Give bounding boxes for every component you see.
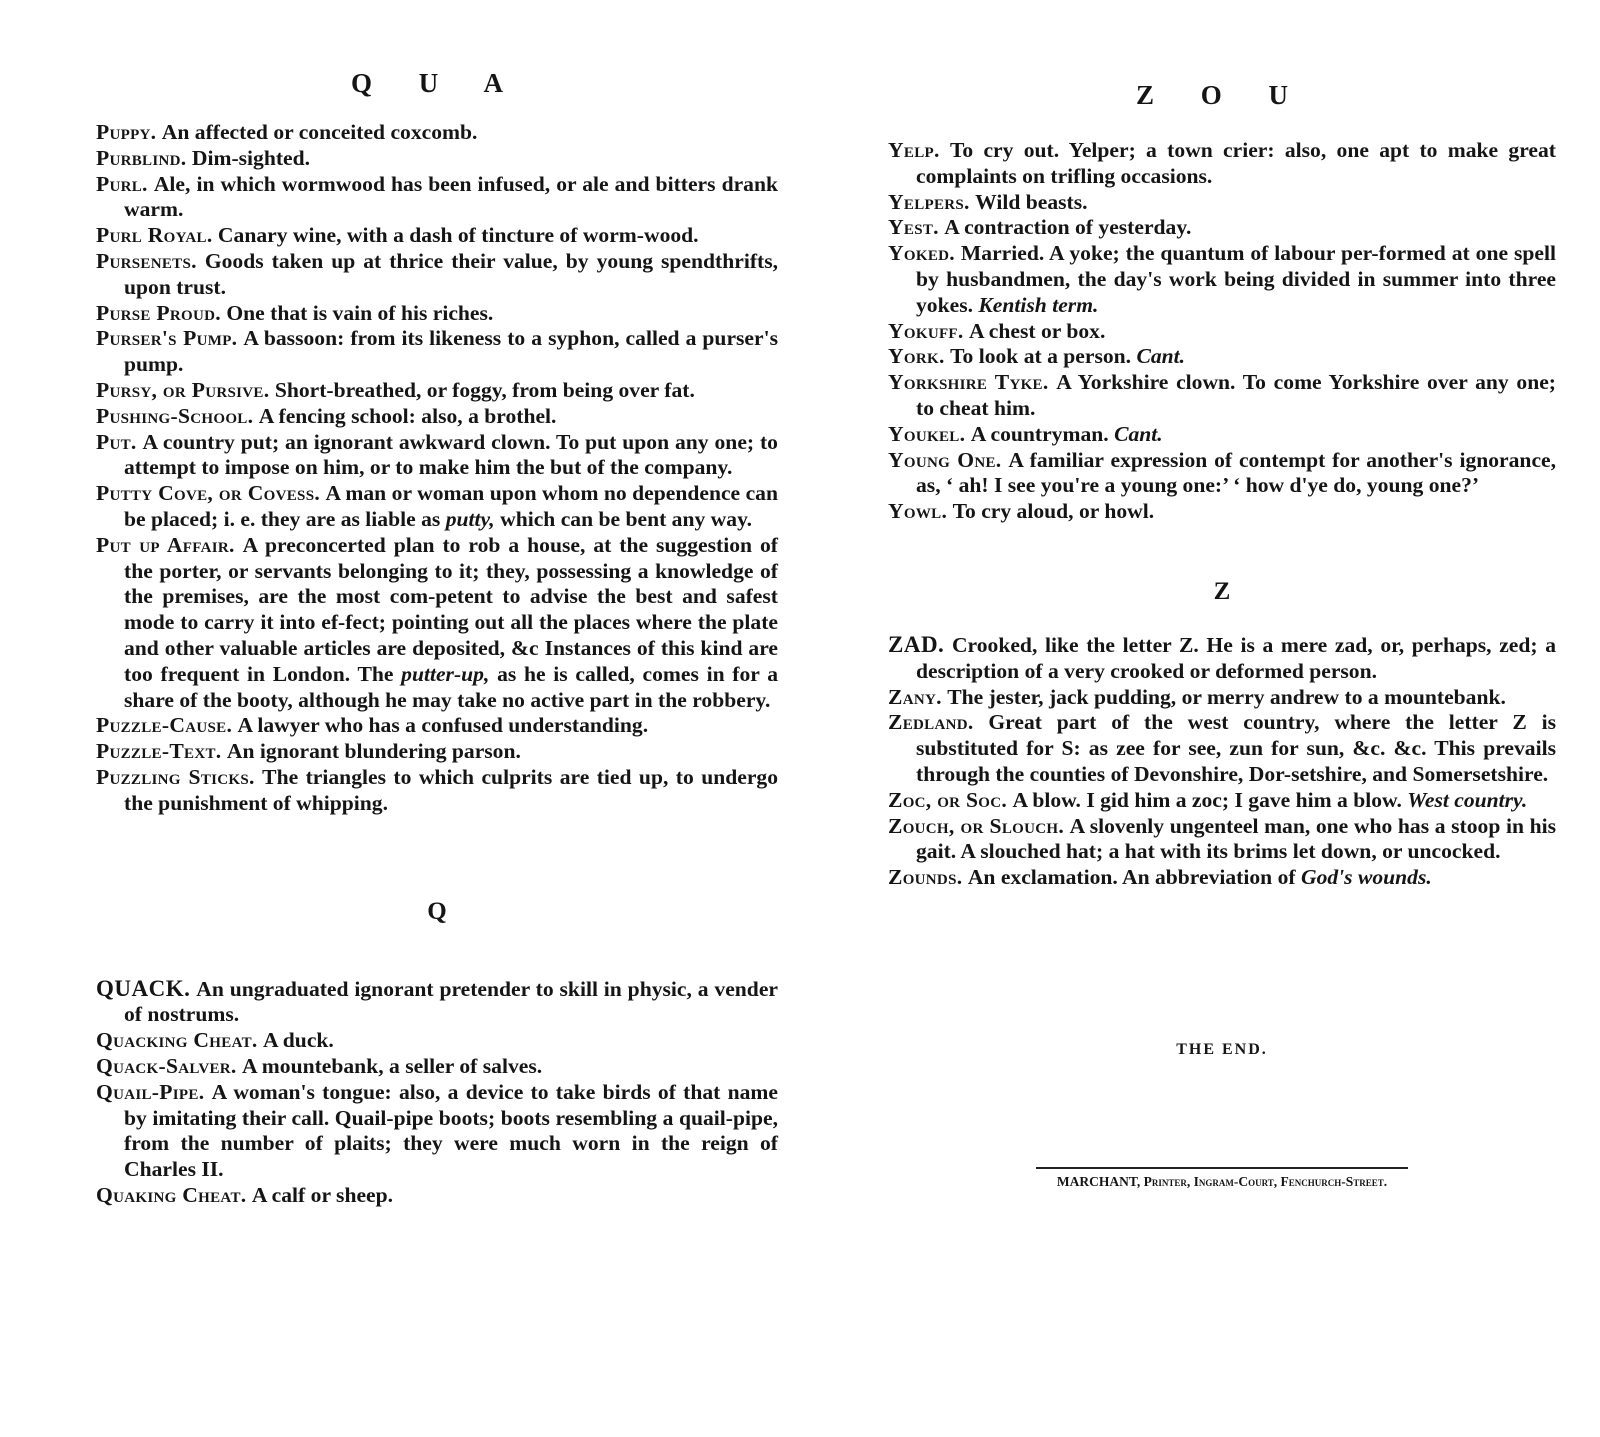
italic-term: Cant. bbox=[1136, 344, 1186, 369]
definition: A fencing school: also, a brothel. bbox=[258, 403, 557, 428]
dictionary-entry bbox=[888, 319, 1556, 345]
dictionary-entry bbox=[888, 814, 1556, 866]
headword: Yelp. bbox=[888, 138, 940, 162]
definition: One that is vain of his riches. bbox=[226, 300, 494, 325]
dictionary-entry bbox=[96, 172, 778, 224]
definition: A calf or sheep. bbox=[251, 1182, 394, 1207]
definition: A mountebank, a seller of salves. bbox=[242, 1053, 543, 1078]
definition: A duck. bbox=[263, 1028, 334, 1053]
dictionary-entry bbox=[96, 739, 778, 765]
definition: Crooked, like the letter Z. He is a mere zad, or, perhaps, zed; a description of a very crooked or deformed person. bbox=[916, 632, 1556, 683]
dictionary-entry bbox=[888, 710, 1556, 787]
dictionary-entry bbox=[96, 146, 778, 172]
dictionary-entry bbox=[888, 865, 1556, 891]
dictionary-entry bbox=[96, 713, 778, 739]
dictionary-entry bbox=[96, 301, 778, 327]
definition: To cry aloud, or howl. bbox=[952, 499, 1155, 524]
definition: Goods taken up at thrice their value, by young spendthrifts, upon trust. bbox=[124, 248, 778, 299]
definition: Canary wine, with a dash of tincture of worm-wood. bbox=[217, 223, 699, 248]
dictionary-entry bbox=[888, 788, 1556, 814]
headword: Purl Royal. bbox=[96, 223, 213, 248]
headword: Yorkshire Tyke. bbox=[888, 370, 1049, 395]
definition: A bassoon: from its likeness to a syphon, called a purser's pump. bbox=[124, 326, 779, 377]
headword: Purser's Pump. bbox=[96, 326, 238, 351]
headword: Purse Proud. bbox=[96, 300, 221, 325]
headword: Yowl. bbox=[888, 499, 948, 524]
definition: Great part of the west country, where the letter Z is substituted for S: as zee for see, zun for sun, &c. &c. This prevails through the counties of Devonshire, Dor-setshire, and Somersetshire. bbox=[916, 710, 1556, 786]
definition: The jester, jack pudding, or merry andrew to a mountebank. bbox=[947, 684, 1506, 709]
headword: Putty Cove, or Covess. bbox=[96, 481, 321, 506]
italic-term: West country. bbox=[1407, 787, 1528, 812]
headword: Put. bbox=[96, 429, 137, 454]
printer-name: MARCHANT, bbox=[1056, 1173, 1141, 1189]
dictionary-entry bbox=[96, 404, 778, 430]
left-page bbox=[96, 70, 778, 1209]
dictionary-entry bbox=[96, 326, 778, 378]
dictionary-entry bbox=[888, 448, 1556, 500]
colophon-rule bbox=[1036, 1167, 1408, 1169]
headword: York. bbox=[888, 344, 945, 369]
dictionary-entry bbox=[96, 481, 778, 533]
definition: A lawyer who has a confused understanding. bbox=[237, 713, 649, 738]
definition: To cry out. Yelper; a town crier: also, one apt to make great complaints on trifling occasions. bbox=[916, 138, 1556, 188]
headword: Yokuff. bbox=[888, 318, 964, 343]
dictionary-entry bbox=[888, 344, 1556, 370]
headword: QUACK. bbox=[96, 975, 191, 1001]
definition: A countryman. bbox=[970, 421, 1109, 446]
definition: Married. A yoke; the quantum of labour per-formed at one spell by husbandmen, the day's work being divided in summer into three yokes. bbox=[916, 241, 1556, 317]
italic-term: God's wounds. bbox=[1300, 865, 1432, 890]
definition: A blow. I gid him a zoc; I gave him a blow. bbox=[1012, 787, 1402, 812]
headword: Yoked. bbox=[888, 241, 955, 266]
entry-list bbox=[888, 138, 1556, 525]
dictionary-entry bbox=[96, 378, 778, 404]
headword: Pursy, or Pursive. bbox=[96, 377, 270, 402]
headword: Zany. bbox=[888, 684, 942, 709]
headword: Purl. bbox=[96, 171, 148, 196]
dictionary-entry bbox=[888, 632, 1556, 685]
headword: Zouch, or Slouch. bbox=[888, 813, 1065, 838]
definition: To look at a person. bbox=[950, 344, 1132, 369]
headword: Purblind. bbox=[96, 145, 187, 170]
dictionary-entry bbox=[96, 976, 778, 1029]
definition: A woman's tongue: also, a device to take birds of that name by imitating their call. Quail-pipe boots; boots resembling a quail-pipe, from the number of plaits; they were much worn in the reign of Charles II. bbox=[124, 1079, 778, 1182]
headword: Puzzle-Cause. bbox=[96, 713, 233, 738]
definition: A man or woman upon whom no dependence can be placed; i. e. they are as liable as bbox=[124, 481, 778, 531]
definition: A Yorkshire clown. To come Yorkshire over any one; to cheat him. bbox=[916, 370, 1556, 420]
colophon bbox=[888, 1167, 1556, 1190]
italic-term: putty, bbox=[445, 506, 495, 531]
italic-term: Kentish term. bbox=[978, 292, 1099, 317]
definition: A slovenly ungenteel man, one who has a stoop in his gait. A slouched hat; a hat with its brims let down, or uncocked. bbox=[916, 813, 1556, 864]
headword: Pursenets. bbox=[96, 248, 197, 273]
headword: Yest. bbox=[888, 215, 939, 240]
dictionary-entry bbox=[96, 1028, 778, 1054]
headword: Puzzling Sticks. bbox=[96, 764, 255, 789]
dictionary-entry bbox=[96, 430, 778, 482]
definition: A preconcerted plan to rob a house, at the suggestion of the porter, or servants belonging to it; they, possessing a knowledge of the premises, are the most com-petent to advise the best and safest mode to carry it into ef-fect; pointing out all the places where the plate and other valuable articles are deposited, &c Instances of this kind are too frequent in London. The bbox=[124, 532, 778, 686]
dictionary-entry bbox=[888, 685, 1556, 711]
section-letter: Q bbox=[427, 897, 447, 925]
dictionary-entry bbox=[96, 1183, 778, 1209]
definition: The triangles to which culprits are tied up, to undergo the punishment of whipping. bbox=[124, 764, 779, 815]
dictionary-entry bbox=[888, 422, 1556, 448]
dictionary-entry bbox=[888, 215, 1556, 241]
definition: A familiar expression of contempt for another's ignorance, as, ‘ ah! I see you're a young one:’ ‘ how d'ye do, young one?’ bbox=[916, 447, 1557, 498]
dictionary-entry bbox=[888, 138, 1556, 190]
definition: Dim-sighted. bbox=[191, 145, 311, 170]
headword: Young One. bbox=[888, 447, 1002, 472]
headword: Puzzle-Text. bbox=[96, 739, 222, 764]
definition: An ungraduated ignorant pretender to skill in physic, a vender of nostrums. bbox=[124, 976, 778, 1027]
section-letter: Z bbox=[1213, 577, 1231, 605]
headword: Quaking Cheat. bbox=[96, 1182, 247, 1207]
definition: Ale, in which wormwood has been infused, or ale and bitters drank warm. bbox=[124, 171, 778, 222]
headword: Quail-Pipe. bbox=[96, 1079, 205, 1104]
headword: Youkel. bbox=[888, 421, 966, 446]
running-head: Q U A bbox=[350, 68, 523, 98]
definition-continued: as he is called, comes in for a share of the booty, although he may take no active part in the robbery. bbox=[124, 661, 778, 712]
definition-continued: which can be bent any way. bbox=[500, 506, 753, 531]
entry-list bbox=[96, 120, 778, 817]
definition: A chest or box. bbox=[969, 318, 1106, 343]
headword: Pushing-School. bbox=[96, 403, 254, 428]
italic-term: putter-up, bbox=[401, 661, 490, 686]
running-head: Z O U bbox=[1135, 80, 1308, 110]
headword: Zedland. bbox=[888, 710, 974, 735]
headword: Quack-Salver. bbox=[96, 1053, 237, 1078]
dictionary-entry bbox=[96, 1080, 778, 1183]
definition: An exclamation. An abbreviation of bbox=[967, 865, 1296, 890]
italic-term: Cant. bbox=[1114, 421, 1163, 446]
dictionary-entry bbox=[96, 120, 778, 146]
dictionary-entry bbox=[888, 370, 1556, 422]
headword: Put up Affair. bbox=[96, 532, 235, 557]
dictionary-entry bbox=[96, 223, 778, 249]
headword: Quacking Cheat. bbox=[96, 1028, 258, 1053]
dictionary-entry bbox=[888, 190, 1556, 216]
definition: An affected or conceited coxcomb. bbox=[161, 120, 478, 144]
definition: Short-breathed, or foggy, from being over fat. bbox=[274, 377, 695, 402]
headword: ZAD. bbox=[888, 631, 945, 657]
dictionary-entry bbox=[96, 249, 778, 301]
right-page bbox=[888, 70, 1556, 1190]
headword: Zounds. bbox=[888, 865, 963, 890]
definition: A contraction of yesterday. bbox=[944, 215, 1192, 240]
entry-list bbox=[96, 976, 778, 1209]
headword: Zoc, or Soc. bbox=[888, 787, 1008, 812]
dictionary-entry bbox=[96, 533, 778, 714]
dictionary-entry bbox=[96, 765, 778, 817]
entry-list bbox=[888, 632, 1556, 891]
dictionary-entry bbox=[96, 1054, 778, 1080]
printer-imprint bbox=[888, 1174, 1556, 1190]
definition: An ignorant blundering parson. bbox=[226, 739, 521, 764]
the-end-mark: THE END. bbox=[1176, 1040, 1268, 1058]
printer-address: Printer, Ingram-Court, Fenchurch-Street. bbox=[1143, 1173, 1388, 1189]
dictionary-entry bbox=[888, 499, 1556, 525]
dictionary-entry bbox=[888, 241, 1556, 318]
headword: Puppy. bbox=[96, 120, 157, 144]
definition: Wild beasts. bbox=[975, 189, 1088, 214]
headword: Yelpers. bbox=[888, 189, 970, 214]
definition: A country put; an ignorant awkward clown. To put upon any one; to attempt to impose on him, or to make him the but of the company. bbox=[124, 429, 778, 480]
